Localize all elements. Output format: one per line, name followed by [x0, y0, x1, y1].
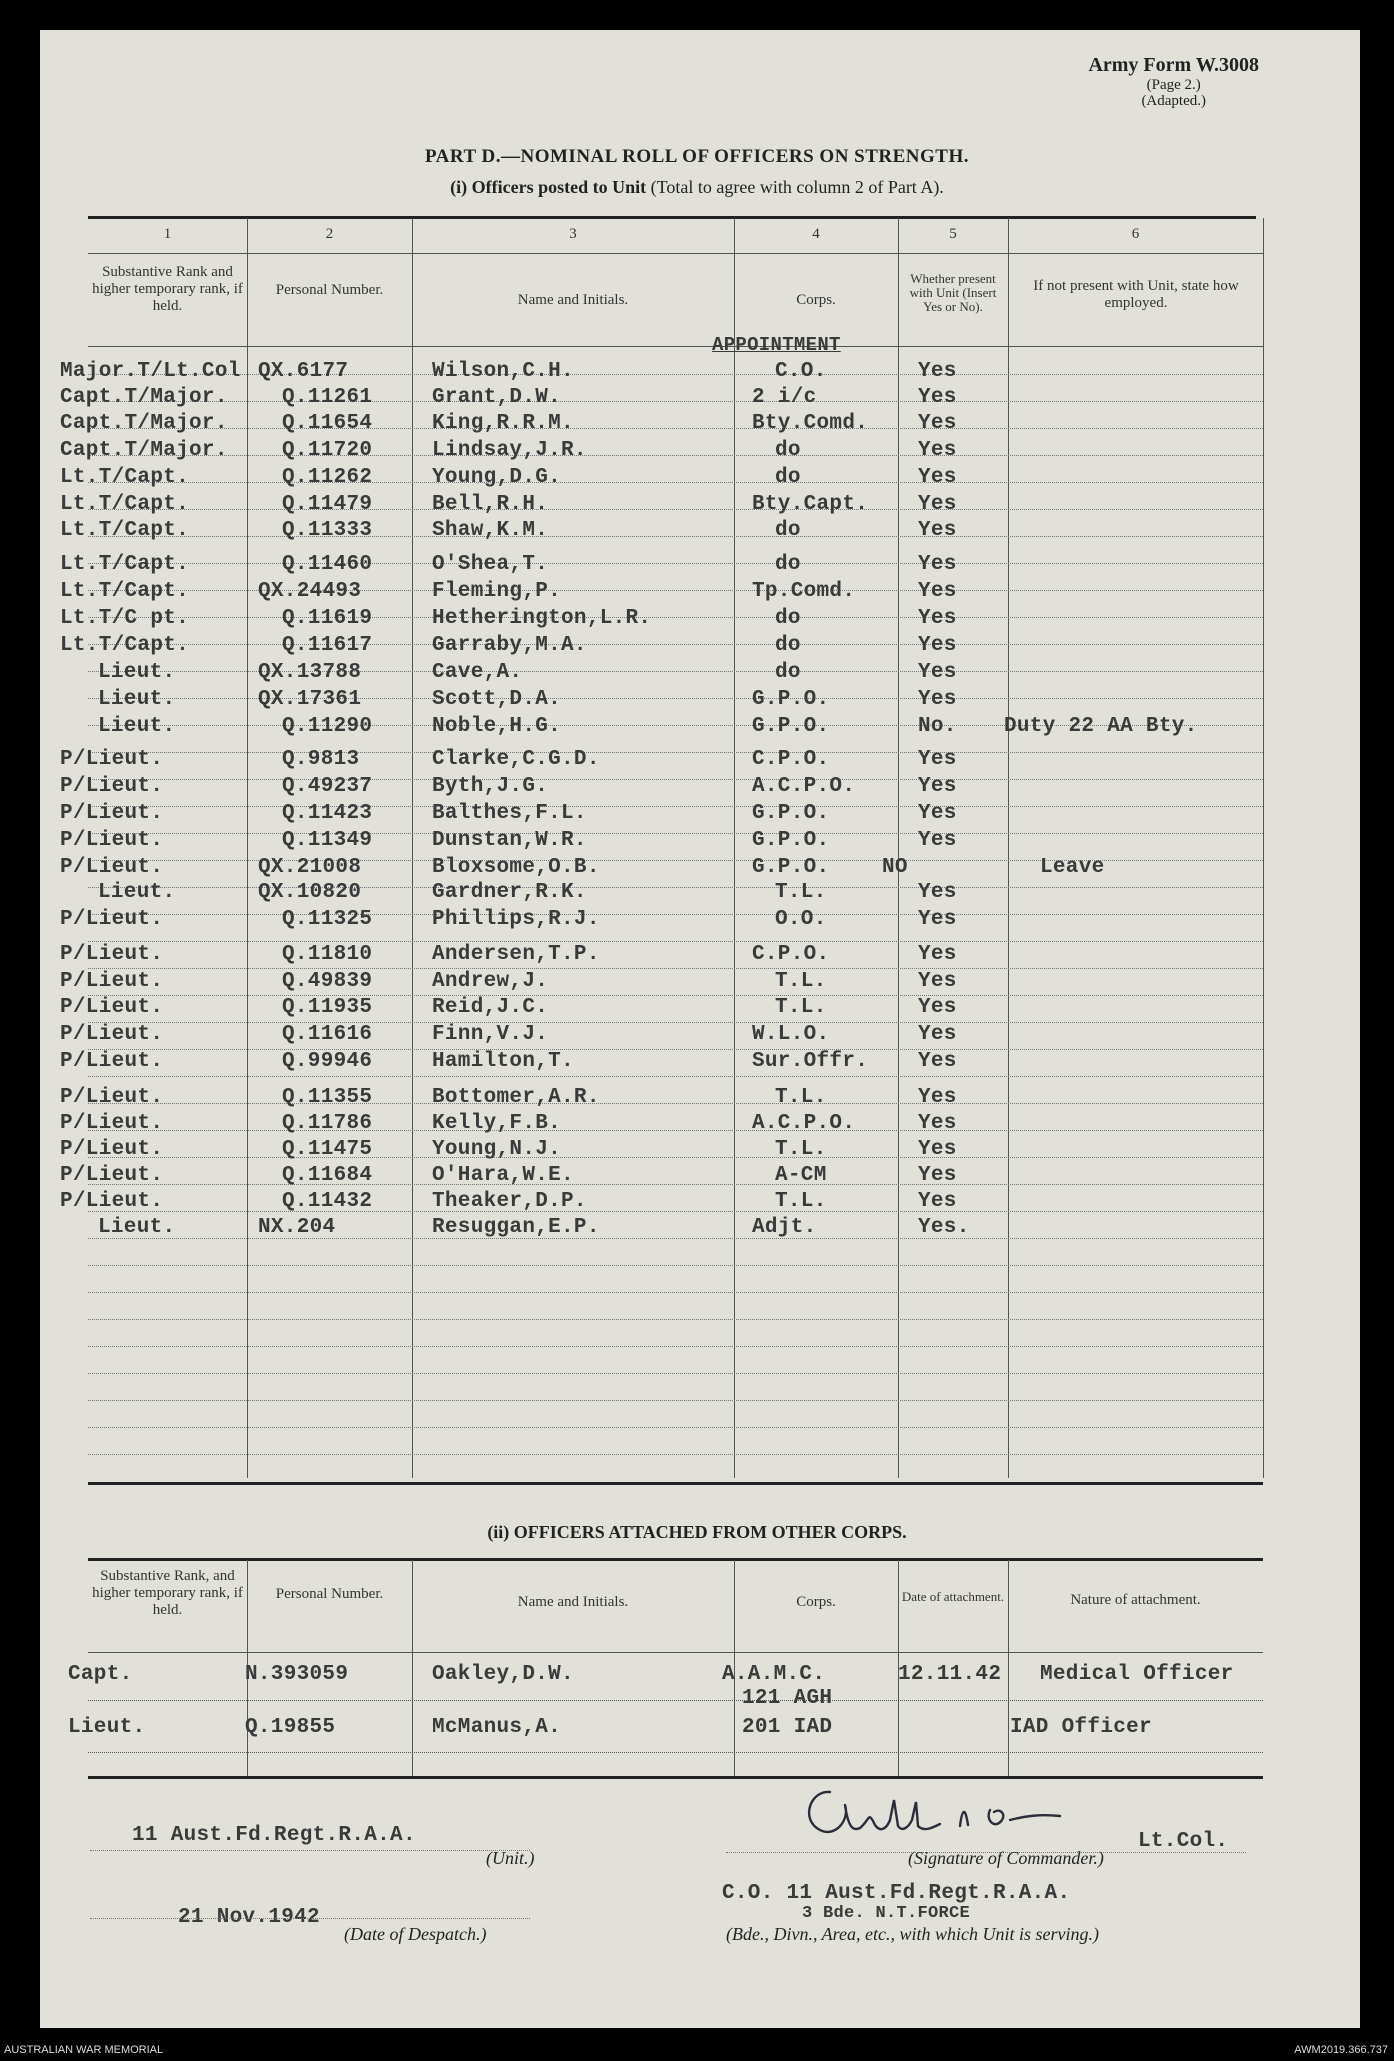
- cell-present: Yes: [918, 943, 957, 966]
- cell-rank: P/Lieut.: [60, 1086, 164, 1109]
- cell-name: Scott,D.A.: [432, 688, 562, 711]
- cell-corps: do: [775, 634, 801, 657]
- cell-number: QX.13788: [258, 661, 362, 684]
- cell-present: Yes: [918, 775, 957, 798]
- cell-rank: Lieut.: [98, 881, 176, 904]
- section2-table-top-rule: [88, 1558, 1263, 1561]
- cell-name: Noble,H.G.: [432, 715, 562, 738]
- cell-corps: Tp.Comd.: [752, 580, 856, 603]
- cell-name: O'Shea,T.: [432, 553, 549, 576]
- cell-name: Andrew,J.: [432, 970, 549, 993]
- cell-present: Yes: [918, 607, 957, 630]
- cell-rank: P/Lieut.: [60, 748, 164, 771]
- table-top-rule: [88, 216, 1256, 219]
- cell-rank: Lieut.: [98, 661, 176, 684]
- cell-rank: Lt.T/C pt.: [60, 607, 190, 630]
- cell-number: Q.99946: [282, 1050, 373, 1073]
- row-guide-line: [88, 1103, 1263, 1104]
- cell-number: Q.49839: [282, 970, 373, 993]
- cell-present: Yes: [918, 1023, 957, 1046]
- cell-present: Yes: [918, 412, 957, 435]
- archive-footer: [0, 2040, 1394, 2061]
- row-guide-line: [88, 401, 1263, 402]
- s2-row1-date: 12.11.42: [898, 1663, 1002, 1686]
- cell-number: Q.9813: [282, 748, 360, 771]
- sub-title-rest: (Total to agree with column 2 of Part A).: [650, 177, 944, 197]
- cell-rank: P/Lieut.: [60, 829, 164, 852]
- cell-number: Q.11432: [282, 1190, 373, 1213]
- cell-employed: Leave: [1040, 856, 1105, 879]
- cell-number: Q.11423: [282, 802, 373, 825]
- cell-name: Young,N.J.: [432, 1138, 562, 1161]
- col-divider-1: [247, 218, 248, 1478]
- s2-row1-corps: A.A.M.C.: [722, 1663, 826, 1686]
- sub-title: [0, 177, 1394, 198]
- col-divider-5: [1008, 218, 1009, 1478]
- cell-corps: 2 i/c: [752, 386, 817, 409]
- s2-header-name: Name and Initials.: [517, 1594, 629, 1610]
- cell-present: Yes: [918, 1086, 957, 1109]
- row-guide-line: [88, 941, 1263, 942]
- cell-number: Q.11619: [282, 607, 373, 630]
- cell-name: Hamilton,T.: [432, 1050, 574, 1073]
- cell-present: Yes: [918, 908, 957, 931]
- col-number-2: 2: [325, 226, 334, 242]
- cell-number: Q.11935: [282, 996, 373, 1019]
- cell-employed: Duty 22 AA Bty.: [1004, 715, 1198, 738]
- s2-header-rank: Substantive Rank, and higher temporary rank, if held.: [92, 1568, 243, 1618]
- unit-line: [90, 1850, 530, 1851]
- cell-rank: Lieut.: [98, 715, 176, 738]
- s2-row1-rank: Capt.: [68, 1663, 133, 1686]
- cell-present: Yes: [918, 748, 957, 771]
- row-guide-line: [88, 536, 1263, 537]
- cell-present: Yes: [918, 580, 957, 603]
- form-sheet: [40, 30, 1360, 2028]
- cell-present: Yes: [918, 688, 957, 711]
- cell-corps: C.P.O.: [752, 943, 830, 966]
- col-divider-4: [898, 218, 899, 1478]
- cell-name: Shaw,K.M.: [432, 519, 549, 542]
- cell-number: Q.11786: [282, 1112, 373, 1135]
- cell-name: Dunstan,W.R.: [432, 829, 587, 852]
- row-guide-line: [88, 1076, 1263, 1077]
- s2-header-nature: Nature of attachment.: [1070, 1592, 1201, 1608]
- s2-header-personal-number: Personal Number.: [275, 1586, 384, 1602]
- cell-name: Gardner,R.K.: [432, 881, 587, 904]
- cell-present: Yes: [918, 829, 957, 852]
- cell-number: Q.11617: [282, 634, 373, 657]
- cell-number: QX.24493: [258, 580, 362, 603]
- cell-number: Q.11290: [282, 715, 373, 738]
- signature-label: (Signature of Commander.): [908, 1848, 1104, 1868]
- cell-number: QX.17361: [258, 688, 362, 711]
- bde-label: (Bde., Divn., Area, etc., with which Unit is serving.): [726, 1924, 1099, 1944]
- archive-name: AUSTRALIAN WAR MEMORIAL: [4, 2044, 164, 2056]
- row-guide-line: [88, 563, 1263, 564]
- cell-name: Lindsay,J.R.: [432, 439, 587, 462]
- cell-rank: Lt.T/Capt.: [60, 580, 190, 603]
- row-guide-line: [88, 1022, 1263, 1023]
- cell-name: Byth,J.G.: [432, 775, 549, 798]
- cell-present: Yes: [918, 493, 957, 516]
- cell-name: Bloxsome,O.B.: [432, 856, 600, 879]
- row-guide-line: [88, 1211, 1263, 1212]
- cell-corps: C.P.O.: [752, 748, 830, 771]
- sub-title-bold: (i) Officers posted to Unit: [450, 177, 647, 197]
- cell-present: Yes: [918, 519, 957, 542]
- cell-rank: Capt.T/Major.: [60, 439, 228, 462]
- col-number-5: 5: [949, 226, 957, 242]
- cell-corps: T.L.: [775, 1138, 827, 1161]
- row-guide-line: [88, 1184, 1263, 1185]
- cell-corps: W.L.O.: [752, 1023, 830, 1046]
- cell-number: Q.49237: [282, 775, 373, 798]
- row-guide-line: [88, 1130, 1263, 1131]
- cell-rank: Lt.T/Capt.: [60, 634, 190, 657]
- cell-name: Grant,D.W.: [432, 386, 562, 409]
- cell-corps: A.C.P.O.: [752, 1112, 856, 1135]
- row-guide-line: [88, 1265, 1263, 1266]
- row-guide-line: [88, 1400, 1263, 1401]
- cell-corps: T.L.: [775, 996, 827, 1019]
- cell-number: Q.11720: [282, 439, 373, 462]
- cell-rank: Lt.T/Capt.: [60, 466, 190, 489]
- cell-name: Phillips,R.J.: [432, 908, 600, 931]
- col-number-3: 3: [569, 226, 577, 242]
- cell-number: QX.10820: [258, 881, 362, 904]
- cell-corps: O.O.: [775, 908, 827, 931]
- cell-corps: G.P.O.: [752, 829, 830, 852]
- cell-rank: Major.T/Lt.Col: [60, 360, 241, 383]
- header-employment: If not present with Unit, state how employed.: [1033, 278, 1239, 311]
- s2-row2-rank: Lieut.: [68, 1716, 146, 1739]
- cell-number: Q.11325: [282, 908, 373, 931]
- unit-label: (Unit.): [486, 1848, 535, 1868]
- row-guide-line: [88, 914, 1263, 915]
- cell-number: NX.204: [258, 1216, 336, 1239]
- cell-name: Finn,V.J.: [432, 1023, 549, 1046]
- cell-present: Yes: [918, 1050, 957, 1073]
- form-identifier: [1088, 54, 1259, 109]
- cell-name: Garraby,M.A.: [432, 634, 587, 657]
- cell-rank: P/Lieut.: [60, 908, 164, 931]
- cell-name: Balthes,F.L.: [432, 802, 587, 825]
- row-guide-line: [88, 1049, 1263, 1050]
- cell-present: No.: [918, 715, 957, 738]
- cell-rank: P/Lieut.: [60, 802, 164, 825]
- row-guide-line: [88, 1346, 1263, 1347]
- header-name: Name and Initials.: [517, 292, 629, 308]
- cell-number: Q.11262: [282, 466, 373, 489]
- cell-rank: Capt.T/Major.: [60, 412, 228, 435]
- cell-number: QX.21008: [258, 856, 362, 879]
- col-divider-2: [412, 218, 413, 1478]
- row-guide-line: [88, 1454, 1263, 1455]
- form-page: (Page 2.): [1146, 77, 1201, 93]
- s2-row2-name: McManus,A.: [432, 1716, 562, 1739]
- cell-corps: Sur.Offr.: [752, 1050, 869, 1073]
- section2-top-rule: [88, 1482, 1263, 1485]
- signature-title: Lt.Col.: [1138, 1830, 1229, 1853]
- cell-name: Hetherington,L.R.: [432, 607, 652, 630]
- cell-name: Young,D.G.: [432, 466, 562, 489]
- header-corps: Corps.: [796, 292, 836, 308]
- row-guide-line: [88, 428, 1263, 429]
- despatch-label: (Date of Despatch.): [344, 1924, 487, 1944]
- cell-present: NO: [882, 856, 908, 879]
- cell-corps: A.C.P.O.: [752, 775, 856, 798]
- s2-row1-number: N.393059: [245, 1663, 349, 1686]
- cell-name: Andersen,T.P.: [432, 943, 600, 966]
- co-line: C.O. 11 Aust.Fd.Regt.R.A.A.: [722, 1882, 1071, 1905]
- s2-header-corps: Corps.: [796, 1594, 836, 1610]
- cell-name: Kelly,F.B.: [432, 1112, 562, 1135]
- cell-present: Yes: [918, 1164, 957, 1187]
- header-bottom-rule: [88, 346, 1263, 347]
- cell-number: Q.11475: [282, 1138, 373, 1161]
- cell-number: Q.11349: [282, 829, 373, 852]
- col-number-4: 4: [812, 226, 820, 242]
- cell-rank: Lt.T/Capt.: [60, 553, 190, 576]
- cell-rank: P/Lieut.: [60, 1190, 164, 1213]
- cell-rank: P/Lieut.: [60, 1023, 164, 1046]
- cell-rank: Lt.T/Capt.: [60, 519, 190, 542]
- row-guide-line: [88, 482, 1263, 483]
- cell-rank: Lt.T/Capt.: [60, 493, 190, 516]
- col-divider-6: [1263, 218, 1264, 1478]
- cell-rank: P/Lieut.: [60, 996, 164, 1019]
- cell-number: Q.11479: [282, 493, 373, 516]
- cell-corps: G.P.O.: [752, 715, 830, 738]
- row-guide-line: [88, 995, 1263, 996]
- cell-number: Q.11654: [282, 412, 373, 435]
- cell-present: Yes: [918, 970, 957, 993]
- cell-present: Yes: [918, 1190, 957, 1213]
- col-number-6: 6: [1131, 226, 1140, 242]
- cell-rank: P/Lieut.: [60, 1050, 164, 1073]
- cell-corps: Bty.Capt.: [752, 493, 869, 516]
- cell-rank: P/Lieut.: [60, 943, 164, 966]
- header-present: Whether present with Unit (Insert Yes or No).: [909, 271, 997, 314]
- section2-title: (ii) OFFICERS ATTACHED FROM OTHER CORPS.: [487, 1522, 907, 1542]
- cell-number: Q.11684: [282, 1164, 373, 1187]
- cell-name: King,R.R.M.: [432, 412, 574, 435]
- cell-present: Yes: [918, 439, 957, 462]
- cell-corps: G.P.O.: [752, 856, 830, 879]
- cell-number: Q.11810: [282, 943, 373, 966]
- row-guide-line: [88, 1373, 1263, 1374]
- cell-present: Yes: [918, 466, 957, 489]
- row-guide-line: [88, 509, 1263, 510]
- s2-header-date: Date of attachment.: [901, 1589, 1005, 1604]
- cell-number: Q.11333: [282, 519, 373, 542]
- s2-row2-corps: 201 IAD: [742, 1716, 833, 1739]
- cell-corps: T.L.: [775, 970, 827, 993]
- cell-corps: do: [775, 607, 801, 630]
- cell-name: O'Hara,W.E.: [432, 1164, 574, 1187]
- appointment-overtype: APPOINTMENT: [712, 334, 841, 356]
- s2-row-line-1: [88, 1700, 1263, 1701]
- cell-rank: P/Lieut.: [60, 856, 164, 879]
- cell-rank: Lieut.: [98, 1216, 176, 1239]
- cell-present: Yes: [918, 1112, 957, 1135]
- cell-number: Q.11261: [282, 386, 373, 409]
- cell-name: Bottomer,A.R.: [432, 1086, 600, 1109]
- form-adapted: (Adapted.): [1141, 93, 1206, 109]
- cell-corps: G.P.O.: [752, 688, 830, 711]
- row-guide-line: [88, 833, 1263, 834]
- col-number-1: 1: [163, 226, 172, 242]
- cell-corps: T.L.: [775, 1086, 827, 1109]
- cell-corps: do: [775, 466, 801, 489]
- cell-present: Yes: [918, 1138, 957, 1161]
- cell-present: Yes: [918, 634, 957, 657]
- cell-name: Cave,A.: [432, 661, 523, 684]
- cell-name: Fleming,P.: [432, 580, 562, 603]
- s2-row1-corps2: 121 AGH: [742, 1687, 833, 1710]
- despatch-value: 21 Nov.1942: [178, 1906, 320, 1929]
- cell-corps: Bty.Comd.: [752, 412, 869, 435]
- cell-number: QX.6177: [258, 360, 349, 383]
- cell-corps: C.O.: [775, 360, 827, 383]
- s2-row1-nature: Medical Officer: [1040, 1663, 1234, 1686]
- row-guide-line: [88, 1427, 1263, 1428]
- section2-header-rule: [88, 1652, 1263, 1653]
- cell-number: Q.11355: [282, 1086, 373, 1109]
- archive-id: AWM2019.366.737: [1294, 2044, 1388, 2056]
- cell-corps: do: [775, 553, 801, 576]
- s2-row2-number: Q.19855: [245, 1716, 336, 1739]
- cell-present: Yes: [918, 802, 957, 825]
- row-guide-line: [88, 1319, 1263, 1320]
- cell-name: Wilson,C.H.: [432, 360, 574, 383]
- cell-present: Yes: [918, 553, 957, 576]
- cell-corps: T.L.: [775, 881, 827, 904]
- form-number: Army Form W.3008: [1088, 54, 1259, 76]
- row-guide-line: [88, 455, 1263, 456]
- cell-number: Q.11616: [282, 1023, 373, 1046]
- row-guide-line: [88, 617, 1263, 618]
- cell-rank: P/Lieut.: [60, 970, 164, 993]
- s2-row2-nature: IAD Officer: [1010, 1716, 1152, 1739]
- row-guide-line: [88, 752, 1263, 753]
- cell-corps: G.P.O.: [752, 802, 830, 825]
- cell-present: Yes.: [918, 1216, 970, 1239]
- cell-corps: do: [775, 661, 801, 684]
- cell-present: Yes: [918, 881, 957, 904]
- cell-name: Bell,R.H.: [432, 493, 549, 516]
- unit-value: 11 Aust.Fd.Regt.R.A.A.: [132, 1824, 416, 1847]
- cell-rank: P/Lieut.: [60, 1138, 164, 1161]
- cell-rank: P/Lieut.: [60, 1112, 164, 1135]
- number-row-rule: [88, 253, 1263, 254]
- commander-signature: [790, 1780, 1100, 1850]
- row-guide-line: [88, 1157, 1263, 1158]
- header-personal-number: Personal Number.: [275, 282, 384, 298]
- cell-name: Clarke,C.G.D.: [432, 748, 600, 771]
- cell-corps: T.L.: [775, 1190, 827, 1213]
- cell-present: Yes: [918, 360, 957, 383]
- cell-name: Reid,J.C.: [432, 996, 549, 1019]
- row-guide-line: [88, 1292, 1263, 1293]
- cell-rank: P/Lieut.: [60, 775, 164, 798]
- cell-number: Q.11460: [282, 553, 373, 576]
- cell-name: Theaker,D.P.: [432, 1190, 587, 1213]
- cell-corps: do: [775, 519, 801, 542]
- cell-rank: P/Lieut.: [60, 1164, 164, 1187]
- cell-present: Yes: [918, 996, 957, 1019]
- s2-row-line-2: [88, 1752, 1263, 1753]
- despatch-line: [90, 1918, 530, 1919]
- cell-present: Yes: [918, 661, 957, 684]
- part-title: PART D.—NOMINAL ROLL OF OFFICERS ON STRENGTH.: [424, 146, 970, 167]
- bde-line: 3 Bde. N.T.FORCE: [802, 1904, 971, 1923]
- row-guide-line: [88, 968, 1263, 969]
- section2-bottom-rule: [88, 1776, 1263, 1779]
- cell-corps: A-CM: [775, 1164, 827, 1187]
- cell-name: Resuggan,E.P.: [432, 1216, 600, 1239]
- header-rank: Substantive Rank and higher temporary rank, if held.: [92, 264, 243, 314]
- cell-rank: Lieut.: [98, 688, 176, 711]
- cell-corps: do: [775, 439, 801, 462]
- row-guide-line: [88, 779, 1263, 780]
- s2-divider-2: [412, 1560, 413, 1776]
- cell-corps: Adjt.: [752, 1216, 817, 1239]
- cell-rank: Capt.T/Major.: [60, 386, 228, 409]
- row-guide-line: [88, 806, 1263, 807]
- row-guide-line: [88, 644, 1263, 645]
- cell-present: Yes: [918, 386, 957, 409]
- col-divider-3: [734, 218, 735, 1478]
- s2-row1-name: Oakley,D.W.: [432, 1663, 574, 1686]
